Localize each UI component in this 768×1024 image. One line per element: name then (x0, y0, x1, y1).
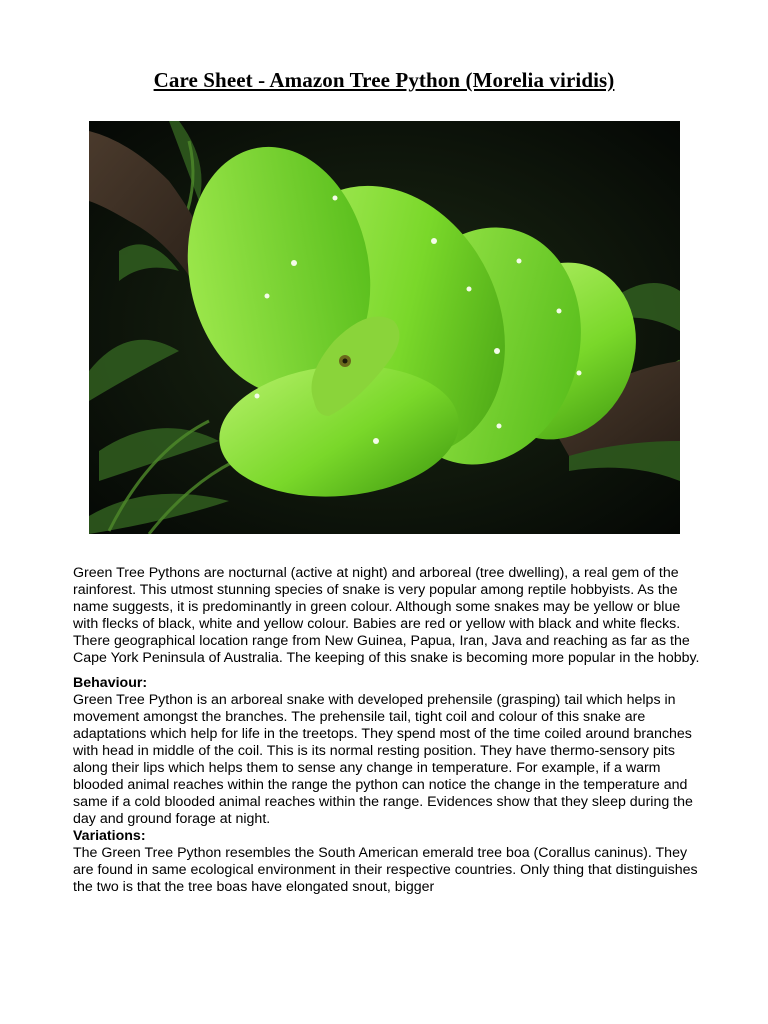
behaviour-heading: Behaviour: (73, 675, 148, 691)
python-photo (89, 121, 680, 534)
variations-heading: Variations: (73, 828, 146, 844)
page-title: Care Sheet - Amazon Tree Python (Morelia viridis) (153, 68, 615, 92)
behaviour-paragraph: Green Tree Python is an arboreal snake with developed prehensile (grasping) tail which helps in movement amongst the branches. The prehensile tail, tight coil and colour of this snake are adaptations which help for life in the treetops. They spend most of the time coiled around branches with head in middle of the coil. This is its normal resting position. They have thermo-sensory pits along their lips which helps them to sense any change in temperature. For example, if a warm blooded animal reaches within the range the python can notice the change in the temperature and same if a cold blooded animal reaches within the range. Evidences show that they sleep during the day and ground forage at night. (73, 692, 693, 827)
variations-paragraph: The Green Tree Python resembles the South American emerald tree boa (Corallus caninus). They are found in same ecological environment in their respective countries. Only thing that distinguishes the two is that the tree boas have elongated snout, bigger (73, 845, 698, 895)
intro-paragraph-2: There geographical location range from New Guinea, Papua, Iran, Java and reaching as far as the Cape York Peninsula of Australia. The keeping of this snake is becoming more popular in the hobby. (73, 633, 700, 666)
body-text (73, 565, 705, 896)
intro-paragraph-1: Green Tree Pythons are nocturnal (active at night) and arboreal (tree dwelling), a real gem of the rainforest. This utmost stunning species of snake is very popular among reptile hobbyists. As the name suggests, it is predominantly in green colour. Although some snakes may be yellow or blue with flecks of black, white and yellow colour. Babies are red or yellow with black and white flecks. (73, 565, 681, 632)
python-illustration (89, 121, 680, 534)
